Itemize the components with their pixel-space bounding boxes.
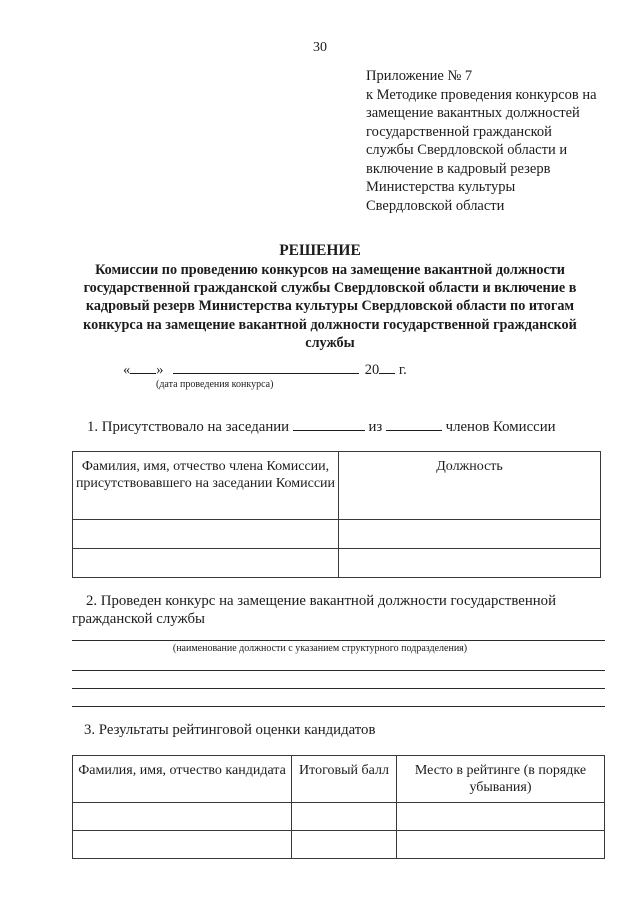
total-count-blank[interactable]	[386, 417, 442, 431]
annex-line: государственной гражданской	[366, 123, 552, 140]
annex-line: замещение вакантных должностей	[366, 105, 580, 121]
present-count-blank[interactable]	[293, 417, 365, 431]
annex-block	[366, 67, 626, 215]
competition-line: гражданской службы	[72, 611, 205, 627]
document-title: РЕШЕНИЕ	[279, 242, 361, 259]
document-subtitle	[80, 261, 580, 352]
table-cell[interactable]	[339, 549, 601, 578]
year-prefix: 20	[364, 362, 380, 378]
table-cell[interactable]	[73, 549, 339, 578]
members-position-header: Должность	[339, 452, 601, 520]
table-cell[interactable]	[292, 831, 397, 859]
table-cell[interactable]	[397, 831, 605, 859]
table-cell[interactable]	[397, 803, 605, 831]
table-row	[73, 520, 601, 549]
table-cell[interactable]	[292, 803, 397, 831]
position-name-blank[interactable]	[72, 706, 605, 707]
year-blank[interactable]	[379, 360, 395, 374]
members-name-header: Фамилия, имя, отчество члена Комиссии, присутствовавшего на заседании Комиссии	[73, 452, 339, 520]
month-blank[interactable]	[173, 360, 359, 374]
page-number: 30	[313, 40, 327, 55]
candidate-name-header: Фамилия, имя, отчество кандидата	[73, 756, 292, 803]
position-name-blank[interactable]	[72, 688, 605, 689]
subtitle-line: службы	[305, 334, 355, 351]
competition-section	[72, 592, 607, 628]
rating-heading: 3. Результаты рейтинговой оценки кандидатов	[84, 722, 376, 738]
subtitle-line: Комиссии по проведению конкурсов на замещение вакантной должности	[95, 262, 565, 278]
table-row	[73, 831, 605, 859]
rank-header: Место в рейтинге (в порядке убывания)	[397, 756, 605, 803]
annex-line: включение в кадровый резерв	[366, 160, 551, 177]
table-cell[interactable]	[73, 520, 339, 549]
table-cell[interactable]	[73, 803, 292, 831]
subtitle-line: конкурса на замещение вакантной должности государственной гражданской	[83, 316, 577, 333]
subtitle-line: государственной гражданской службы Свердловской области и включение в	[83, 280, 577, 297]
members-table	[72, 451, 601, 578]
total-score-header: Итоговый балл	[292, 756, 397, 803]
annex-line: Министерства культуры	[366, 179, 516, 195]
annex-line: к Методике проведения конкурсов на	[366, 86, 597, 103]
year-suffix: г.	[395, 362, 407, 378]
date-line	[123, 360, 407, 379]
table-header-row	[73, 756, 605, 803]
subtitle-line: кадровый резерв Министерства культуры Свердловской области по итогам	[85, 298, 575, 315]
competition-line: 2. Проведен конкурс на замещение вакантной должности государственной	[86, 593, 557, 609]
day-blank[interactable]	[130, 360, 156, 374]
table-row	[73, 549, 601, 578]
annex-line: Приложение № 7	[366, 68, 473, 84]
date-close-quote: »	[156, 362, 164, 378]
table-row	[73, 803, 605, 831]
table-header-row	[73, 452, 601, 520]
table-cell[interactable]	[339, 520, 601, 549]
annex-line: Свердловской области	[366, 197, 505, 214]
position-name-blank[interactable]	[72, 670, 605, 671]
date-caption: (дата проведения конкурса)	[156, 379, 274, 390]
position-name-blank[interactable]	[72, 640, 605, 641]
attendance-members-text: членов Комиссии	[441, 419, 556, 435]
attendance-of-text: из	[364, 419, 386, 435]
attendance-line	[87, 417, 556, 436]
candidates-table	[72, 755, 605, 859]
position-caption: (наименование должности с указанием структурного подразделения)	[172, 643, 468, 654]
attendance-text: 1. Присутствовало на заседании	[87, 419, 293, 435]
date-open-quote: «	[123, 362, 131, 378]
table-cell[interactable]	[73, 831, 292, 859]
annex-line: службы Свердловской области и	[366, 142, 568, 158]
